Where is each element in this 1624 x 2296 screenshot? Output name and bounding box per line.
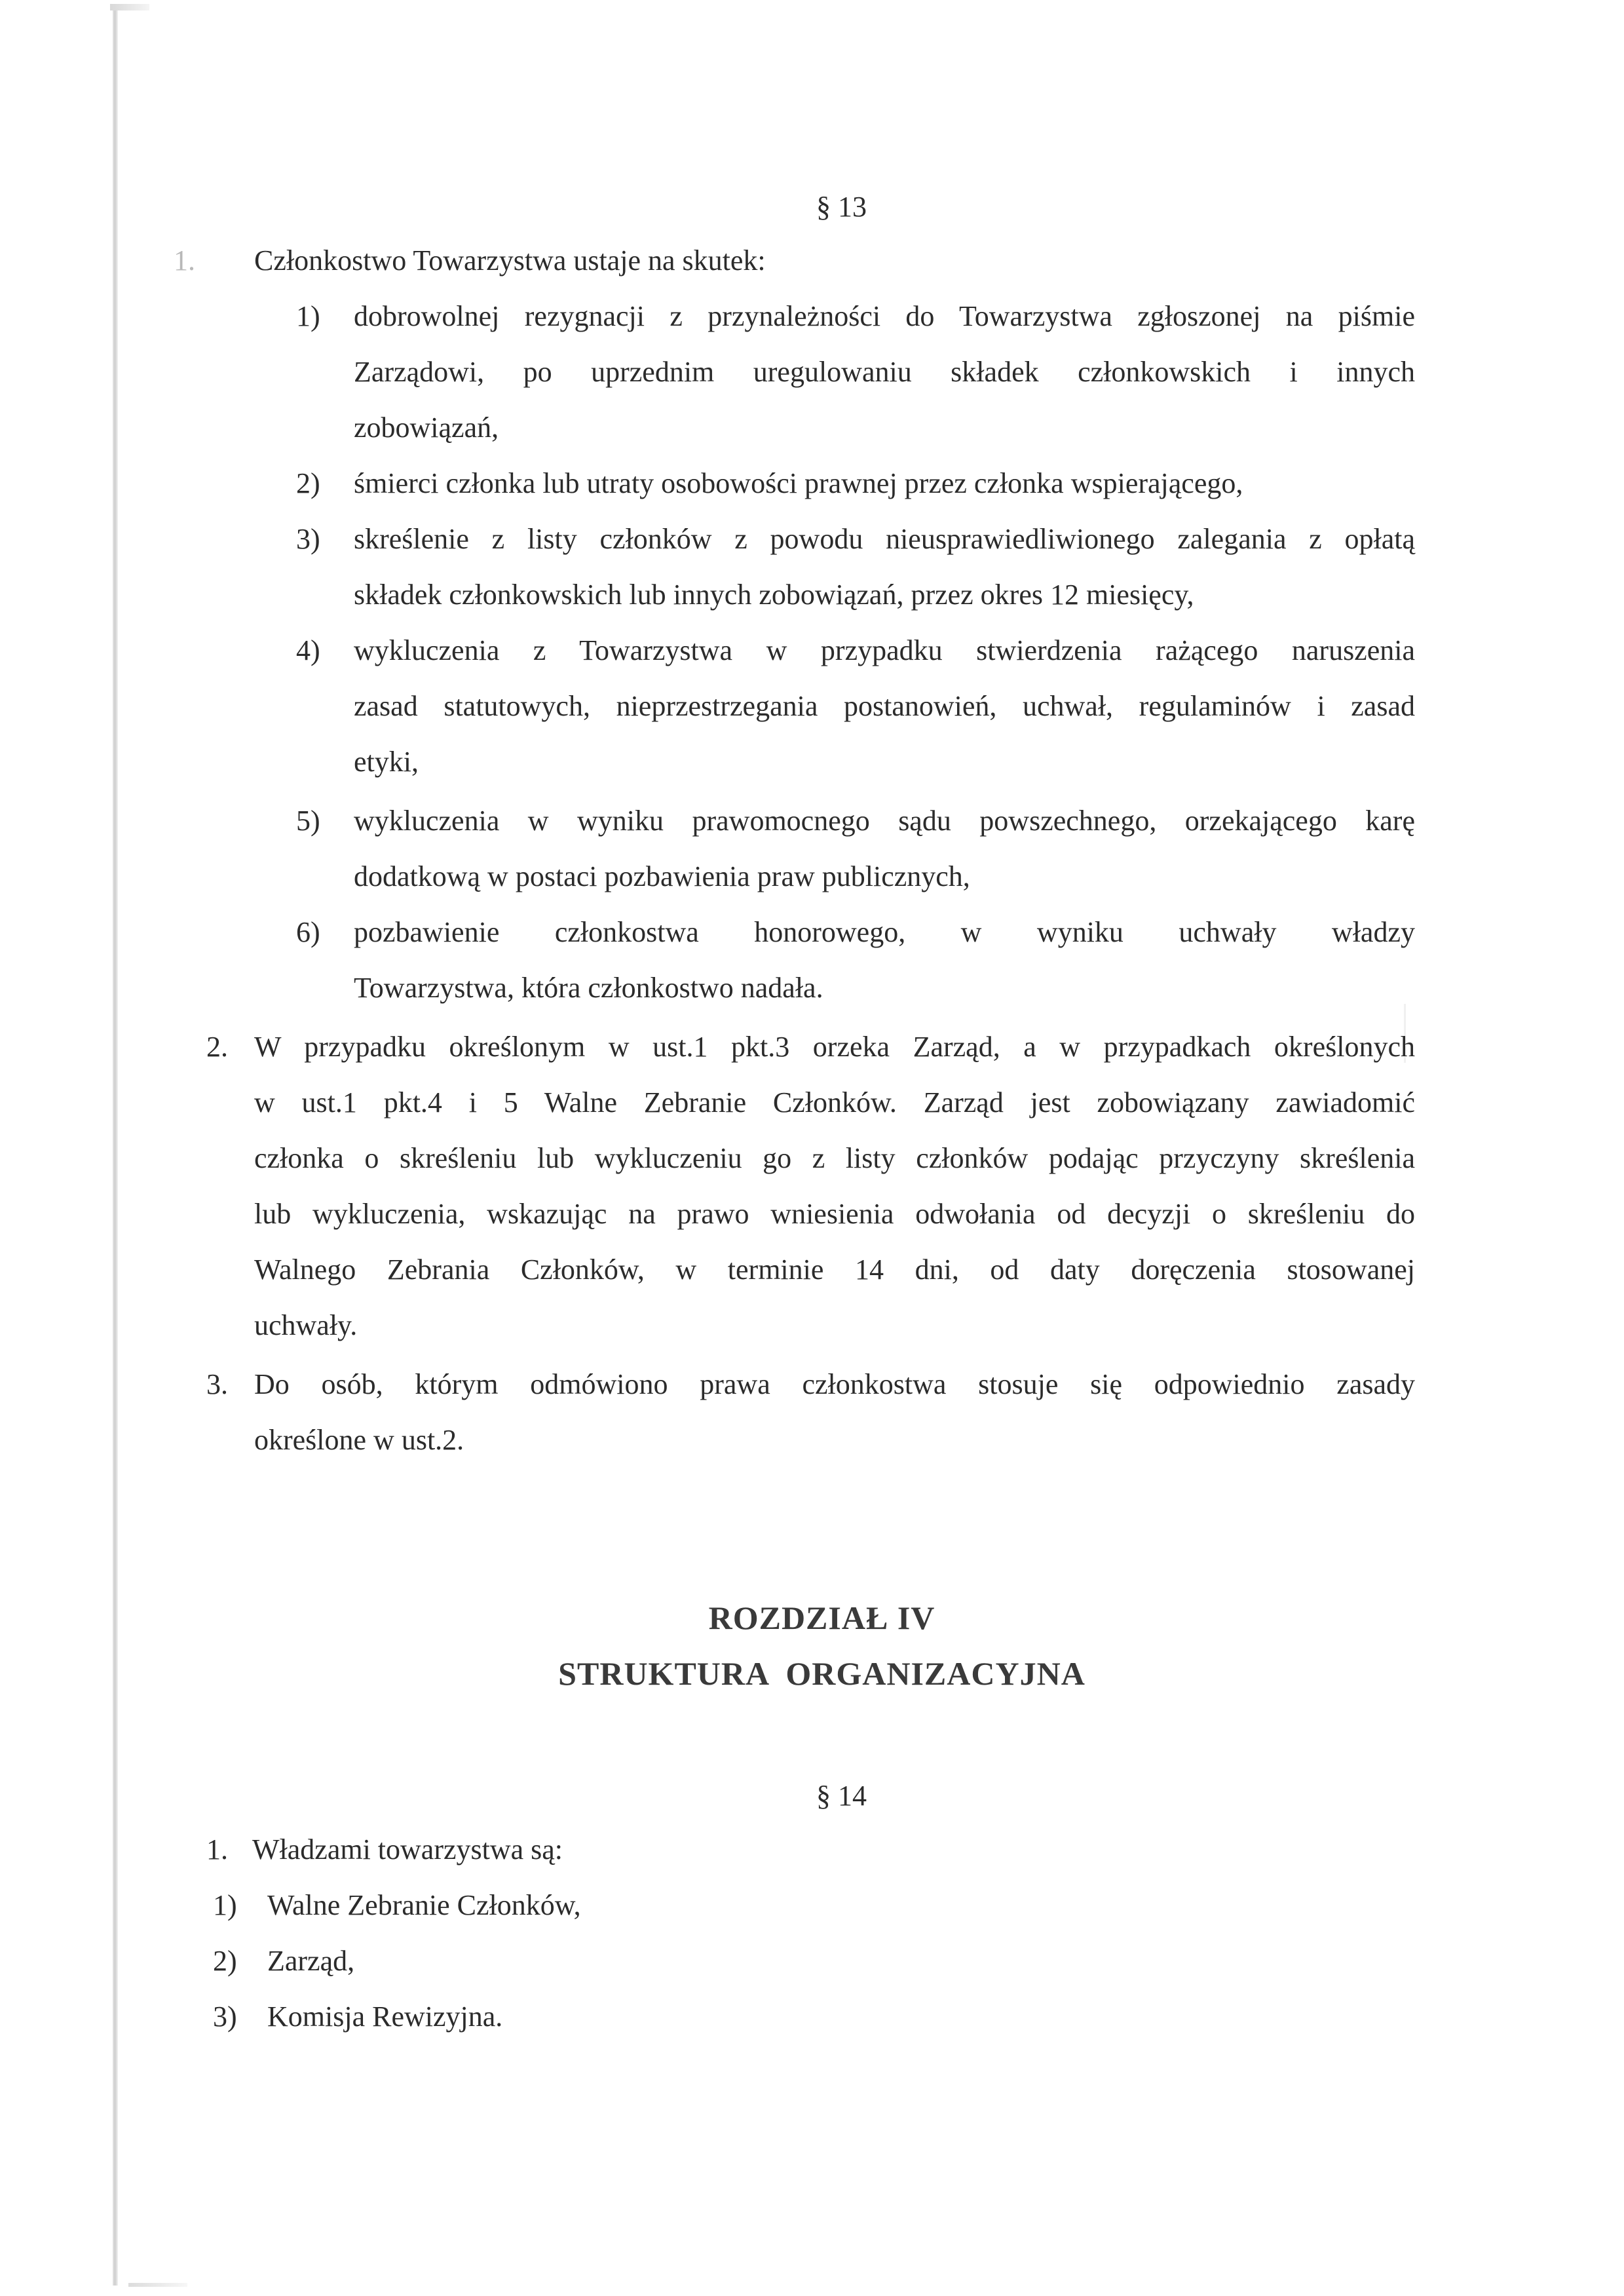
item-line: zobowiązań, bbox=[354, 411, 499, 444]
section-13-point-3-number: 3. bbox=[206, 1368, 228, 1400]
item-number: 6) bbox=[296, 916, 320, 948]
item-line: Towarzystwa, która członkostwo nadała. bbox=[354, 972, 823, 1004]
section-13-heading: § 13 bbox=[816, 191, 867, 223]
item-number: 1) bbox=[213, 1889, 237, 1921]
item-line: Zarządowi, po uprzednim uregulowaniu składek członkowskich i innych bbox=[354, 356, 1415, 388]
point-2-line: Walnego Zebrania Członków, w terminie 14 dni, od daty doręczenia stosowanej bbox=[254, 1253, 1415, 1286]
section-13-point-1-intro: Członkostwo Towarzystwa ustaje na skutek: bbox=[254, 244, 766, 277]
section-13-point-1-number: 1. bbox=[174, 244, 195, 277]
item-line: wykluczenia w wyniku prawomocnego sądu powszechnego, orzekającego karę bbox=[354, 805, 1415, 837]
item-number: 4) bbox=[296, 634, 320, 666]
point-3-line: określone w ust.2. bbox=[254, 1424, 464, 1456]
section-14-heading: § 14 bbox=[816, 1780, 867, 1812]
section-13-point-2-number: 2. bbox=[206, 1031, 228, 1063]
list-item: Zarząd, bbox=[267, 1945, 355, 1977]
chapter-title: ROZDZIAŁ IV bbox=[708, 1599, 935, 1636]
item-number: 1) bbox=[296, 300, 320, 332]
item-line: dodatkową w postaci pozbawienia praw publicznych, bbox=[354, 860, 970, 892]
item-line: etyki, bbox=[354, 746, 419, 778]
point-3-line: Do osób, którym odmówiono prawa członkostwa stosuje się odpowiednio zasady bbox=[254, 1368, 1415, 1400]
item-line: składek członkowskich lub innych zobowiązań, przez okres 12 miesięcy, bbox=[354, 579, 1194, 611]
item-number: 5) bbox=[296, 805, 320, 837]
item-number: 2) bbox=[296, 467, 320, 499]
item-number: 2) bbox=[213, 1945, 237, 1977]
list-item: Komisja Rewizyjna. bbox=[267, 2000, 503, 2033]
item-line: wykluczenia z Towarzystwa w przypadku stwierdzenia rażącego naruszenia bbox=[354, 634, 1415, 666]
point-2-line: W przypadku określonym w ust.1 pkt.3 orzeka Zarząd, a w przypadkach określonych bbox=[254, 1031, 1415, 1063]
chapter-subtitle: STRUKTURA ORGANIZACYJNA bbox=[558, 1655, 1086, 1692]
section-14-point-1-intro: Władzami towarzystwa są: bbox=[252, 1833, 563, 1866]
item-line: pozbawienie członkostwa honorowego, w wyniku uchwały władzy bbox=[354, 916, 1415, 948]
point-2-line: lub wykluczenia, wskazując na prawo wniesienia odwołania od decyzji o skreśleniu do bbox=[254, 1198, 1415, 1230]
item-line: skreślenie z listy członków z powodu nieusprawiedliwionego zalegania z opłatą bbox=[354, 523, 1415, 555]
point-2-line: w ust.1 pkt.4 i 5 Walne Zebranie Członków. Zarząd jest zobowiązany zawiadomić bbox=[254, 1086, 1415, 1119]
item-number: 3) bbox=[213, 2000, 237, 2033]
item-number: 3) bbox=[296, 523, 320, 555]
item-line: dobrowolnej rezygnacji z przynależności do Towarzystwa zgłoszonej na piśmie bbox=[354, 300, 1415, 332]
section-14-point-1-number: 1. bbox=[206, 1833, 228, 1866]
item-line: zasad statutowych, nieprzestrzegania postanowień, uchwał, regulaminów i zasad bbox=[354, 690, 1415, 722]
list-item: Walne Zebranie Członków, bbox=[267, 1889, 581, 1921]
point-2-line: uchwały. bbox=[254, 1309, 358, 1341]
item-line: śmierci członka lub utraty osobowości prawnej przez członka wspierającego, bbox=[354, 467, 1243, 499]
point-2-line: członka o skreśleniu lub wykluczeniu go z listy członków podając przyczyny skreślenia bbox=[254, 1142, 1415, 1174]
